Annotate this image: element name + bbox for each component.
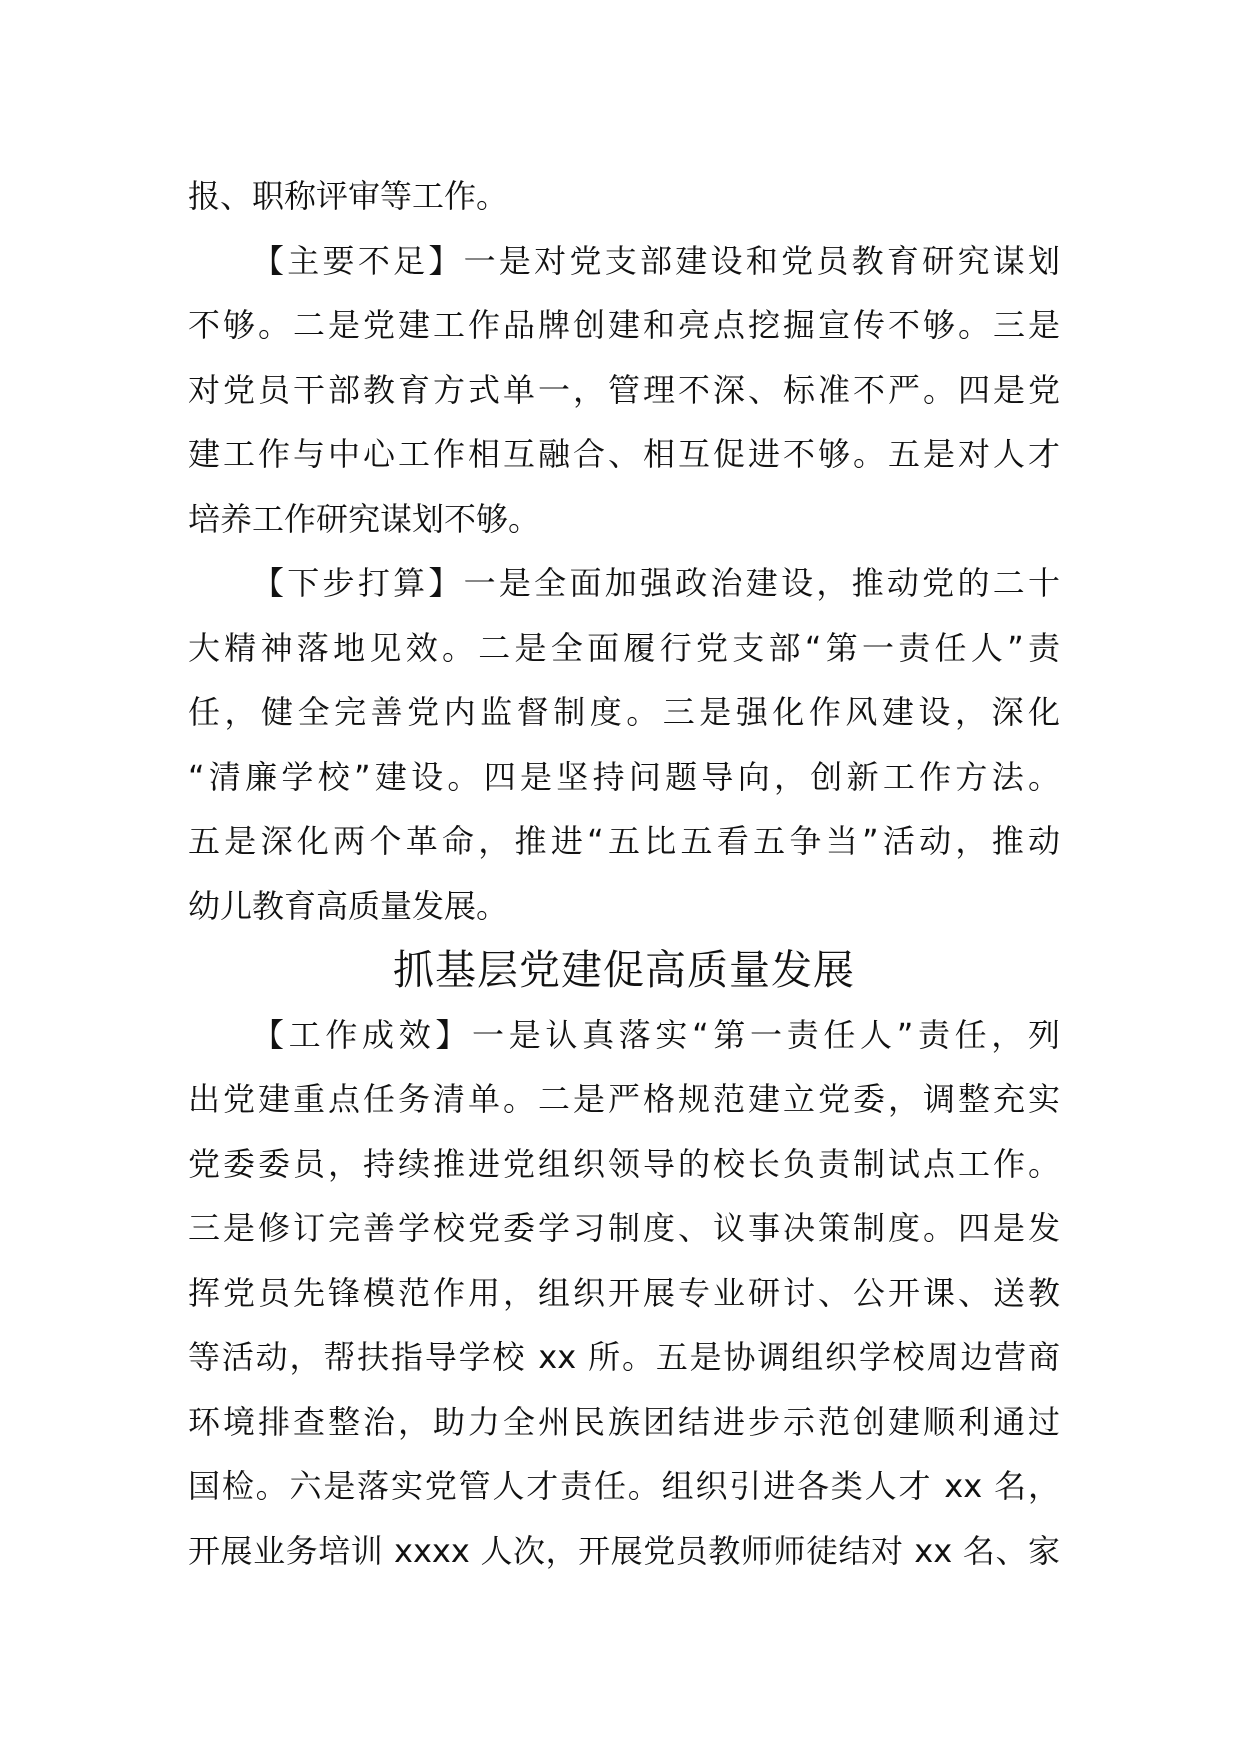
paragraph-line: 报、职称评审等工作。 bbox=[188, 177, 509, 215]
paragraph-line: 开展业务培训 xxxx 人次，开展党员教师师徒结对 xx 名、家 bbox=[188, 1531, 1060, 1570]
paragraph-line: 环境排查整治，助力全州民族团结进步示范创建顺利通过 bbox=[188, 1402, 1060, 1441]
paragraph-line: 国检。六是落实党管人才责任。组织引进各类人才 xx 名， bbox=[188, 1467, 1060, 1505]
paragraph-line: 对党员干部教育方式单一，管理不深、标准不严。四是党 bbox=[188, 370, 1060, 409]
paragraph-line: 大精神落地见效。二是全面履行党支部“第一责任人”责 bbox=[188, 628, 1060, 667]
paragraph-line: 任，健全完善党内监督制度。三是强化作风建设，深化 bbox=[188, 693, 1060, 731]
paragraph-line: 挥党员先锋模范作用，组织开展专业研讨、公开课、送教 bbox=[188, 1273, 1060, 1312]
paragraph-line: 建工作与中心工作相互融合、相互促进不够。五是对人才 bbox=[188, 435, 1060, 473]
document-body bbox=[188, 164, 1060, 1583]
paragraph-line: 三是修订完善学校党委学习制度、议事决策制度。四是发 bbox=[188, 1209, 1060, 1247]
paragraph-line: 等活动，帮扶指导学校 xx 所。五是协调组织学校周边营商 bbox=[188, 1338, 1060, 1376]
paragraph-line: 【工作成效】一是认真落实“第一责任人”责任，列 bbox=[252, 1015, 1060, 1054]
paragraph-line: 出党建重点任务清单。二是严格规范建立党委，调整充实 bbox=[188, 1080, 1060, 1118]
paragraph-line: 党委委员，持续推进党组织领导的校长负责制试点工作。 bbox=[188, 1144, 1060, 1183]
paragraph-line: 【下步打算】一是全面加强政治建设，推动党的二十 bbox=[252, 564, 1060, 602]
section-heading: 抓基层党建促高质量发展 bbox=[393, 946, 855, 994]
paragraph-line: “清廉学校”建设。四是坚持问题导向，创新工作方法。 bbox=[188, 757, 1060, 796]
paragraph-line: 不够。二是党建工作品牌创建和亮点挖掘宣传不够。三是 bbox=[188, 306, 1060, 344]
paragraph-line: 五是深化两个革命，推进“五比五看五争当”活动，推动 bbox=[188, 822, 1060, 860]
paragraph-line: 幼儿教育高质量发展。 bbox=[188, 886, 509, 925]
paragraph-line: 【主要不足】一是对党支部建设和党员教育研究谋划 bbox=[252, 241, 1060, 280]
paragraph-line: 培养工作研究谋划不够。 bbox=[188, 499, 541, 538]
